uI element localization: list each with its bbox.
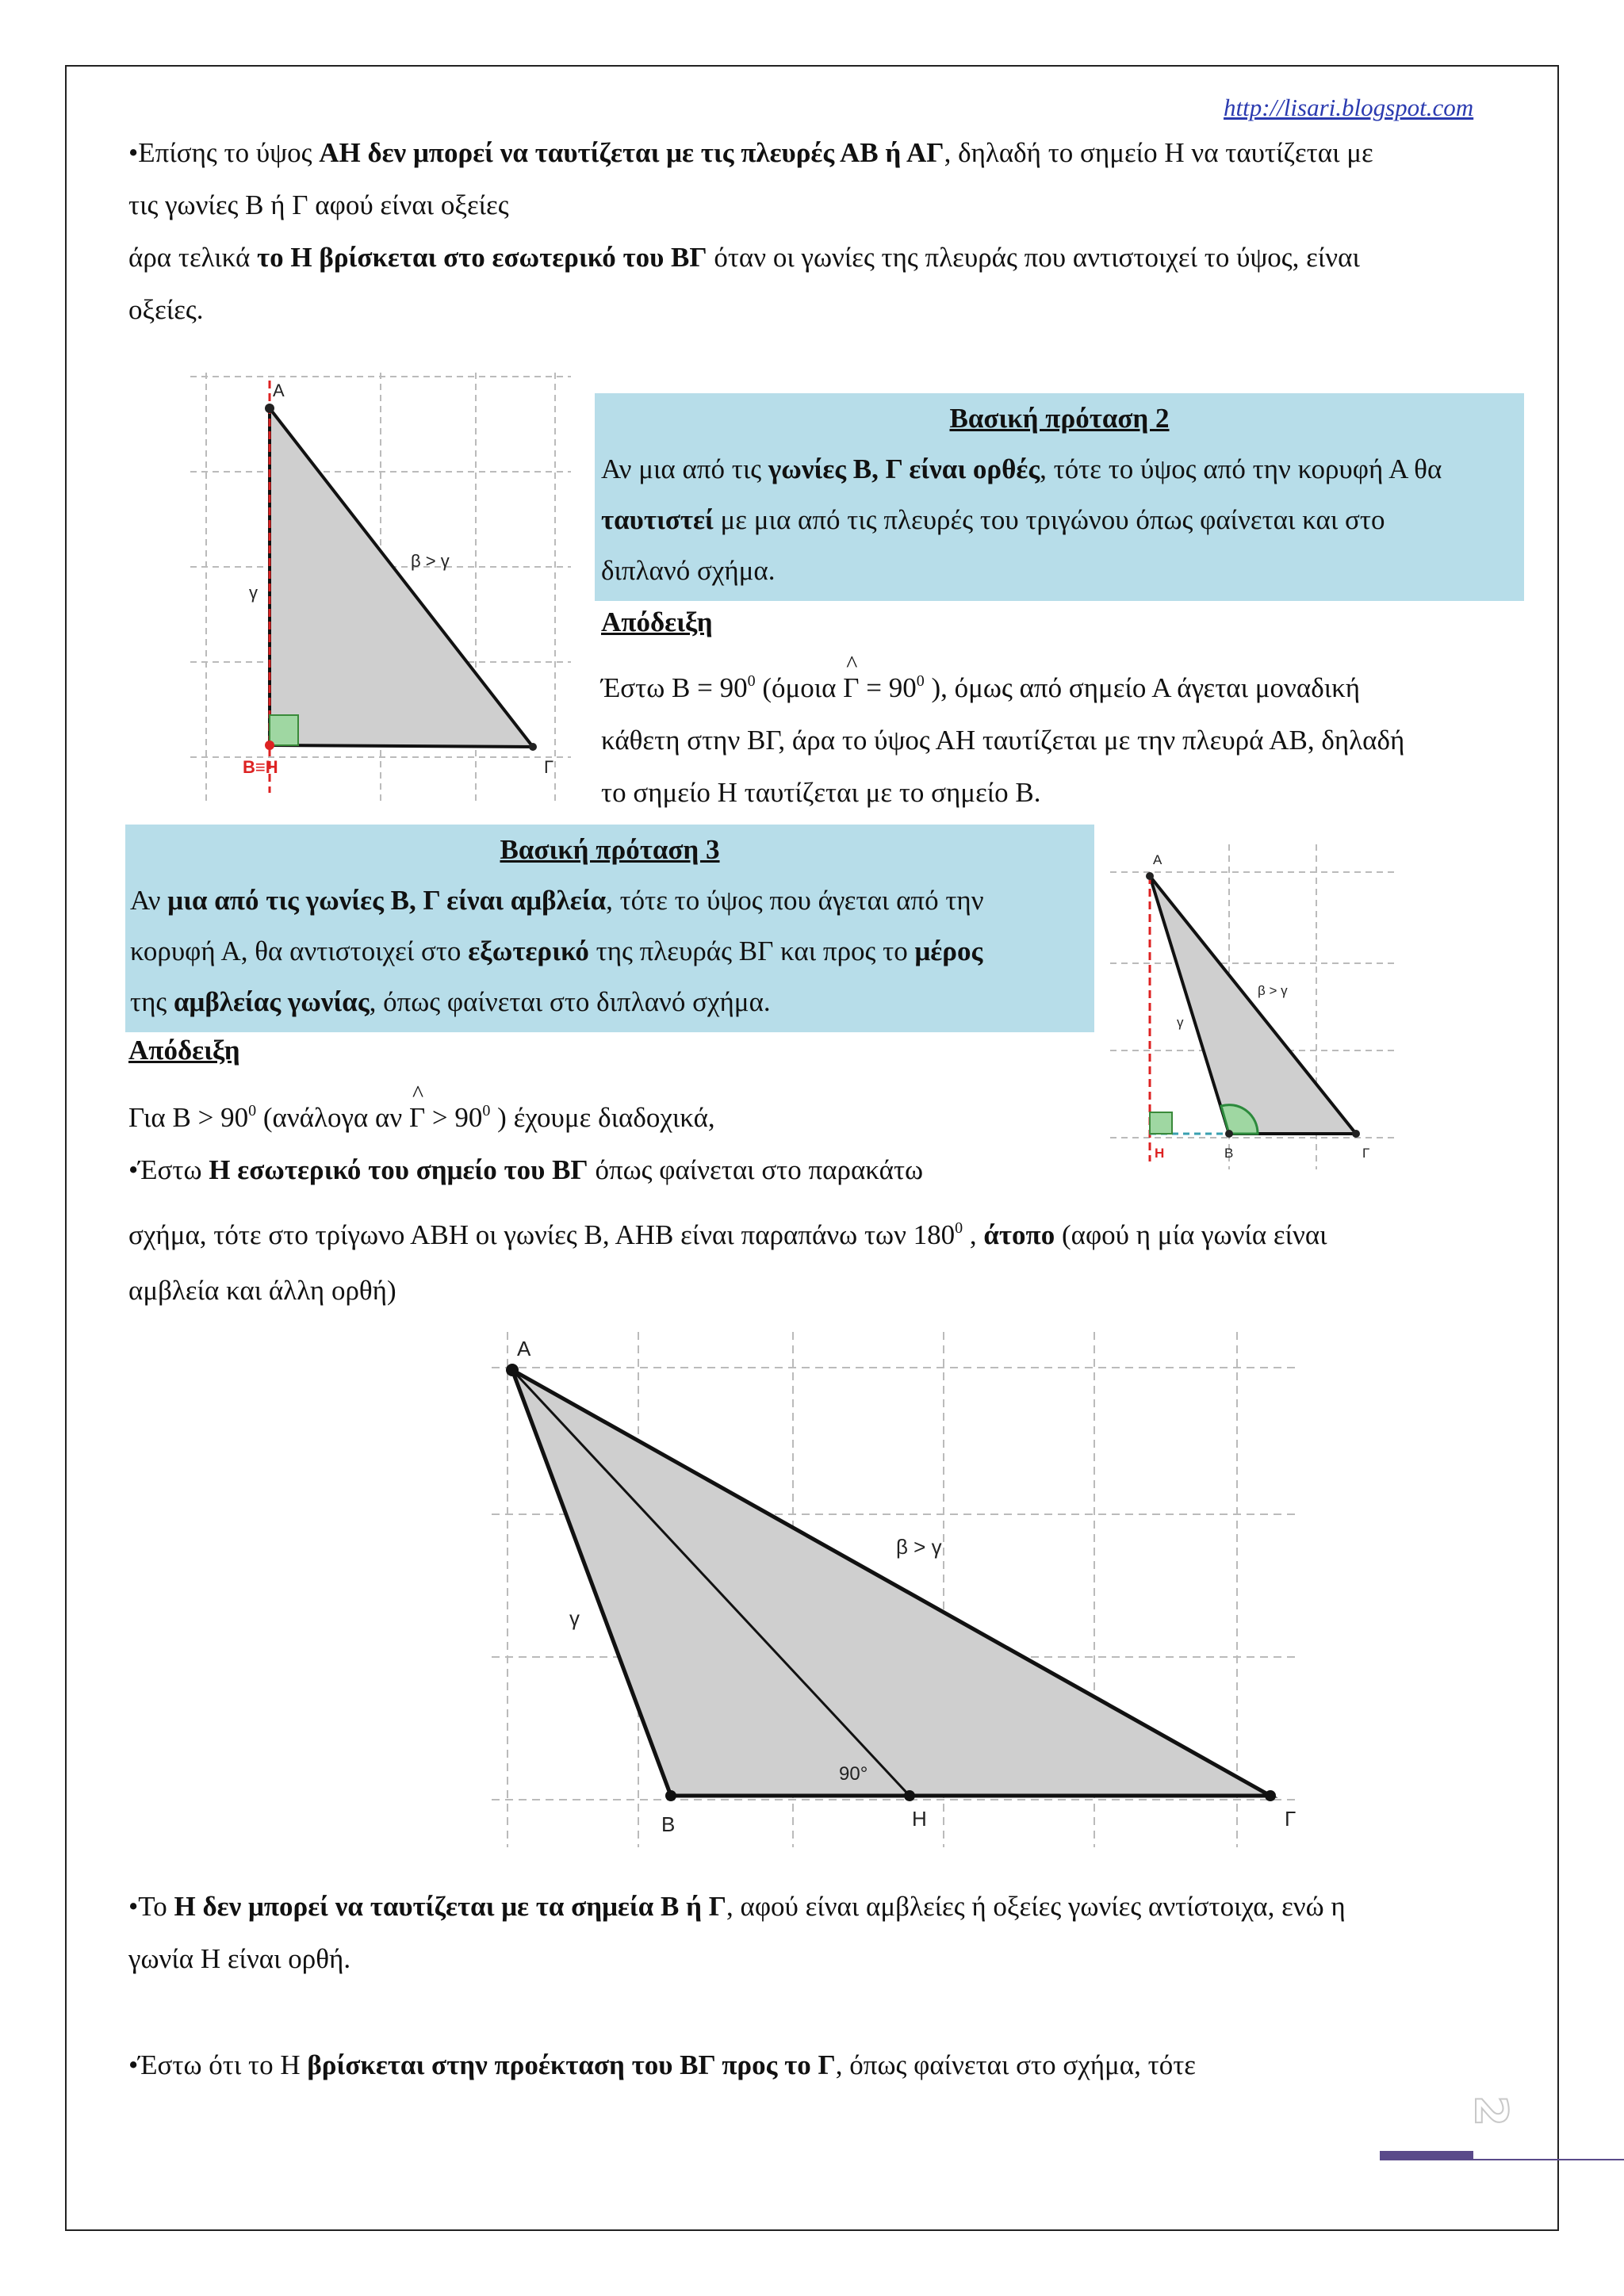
- proposition-2-box: Βασική πρόταση 2 Αν μια από τις γωνίες Β, Γ είναι ορθές, τότε το ύψος από την κορυφή Α θα ταυτιστεί με μια από τις πλευρές του τριγώνου όπως φαίνεται και στο διπλανό σχήμα.: [595, 393, 1524, 601]
- fig2-label-A: A: [1153, 852, 1162, 867]
- fig1-label-BH: Β≡Η: [243, 757, 278, 777]
- footer-rule: [1473, 2159, 1624, 2160]
- footer-bar: [1380, 2151, 1473, 2160]
- fig3-label-B: B: [661, 1812, 676, 1836]
- fig2-label-bg: β > γ: [1258, 983, 1288, 998]
- proposition-3-proof: Απόδειξη Για $B > 90^0$ (ανάλογα αν ^ $\Gamma > 90^0$ ) έχουμε διαδοχικά, •Έστω Η εσωτερικό του σημείο του ΒΓ όπως φαίνεται στο παρακάτω: [128, 1024, 1096, 1196]
- blog-link[interactable]: http://lisari.blogspot.com: [1224, 94, 1474, 121]
- proposition-3-title: Βασική πρόταση 3: [500, 834, 720, 865]
- proposition-3-box: Βασική πρόταση 3 Αν μια από τις γωνίες Β, Γ είναι αμβλεία, τότε το ύψος που άγεται από την κορυφή Α, θα αντιστοιχεί στο εξωτερικό της πλευράς ΒΓ και προς το μέρος της αμβλείας γωνίας, όπως φαίνεται στο διπλανό σχήμα.: [125, 825, 1094, 1032]
- proposition-2-proof: Απόδειξη Έστω $B = 90^0$ (όμοια ^ $\Gamma = 90^0$ ), όμως από σημείο Α άγεται μοναδική κάθετη στην ΒΓ, άρα το ύψος ΑΗ ταυτίζεται με την πλευρά ΑΒ, δηλαδή το σημείο Η ταυτίζεται με το σημείο Β.: [601, 596, 1521, 819]
- fig3-label-H: Η: [912, 1807, 927, 1831]
- fig2-label-B: Β: [1224, 1146, 1234, 1161]
- fig2-label-H: Η: [1155, 1146, 1165, 1161]
- page-number: 2: [1464, 2095, 1516, 2126]
- fig1-label-bg: β > γ: [411, 551, 450, 571]
- paragraph-extension: •Έστω ότι το Η βρίσκεται στην προέκταση του ΒΓ προς το Γ, όπως φαίνεται στο σχήμα, τότε: [128, 2049, 1196, 2080]
- fig3-label-G: Γ: [1285, 1807, 1297, 1831]
- fig3-label-gamma: γ: [569, 1606, 580, 1630]
- proposition-2-title: Βασική πρόταση 2: [949, 403, 1170, 434]
- paragraph-not-endpoints: •Το Η δεν μπορεί να ταυτίζεται με τα σημεία Β ή Γ, αφού είναι αμβλείες ή οξείες γωνίες αντίστοιχα, ενώ η γωνία Η είναι ορθή.: [128, 1891, 1346, 1974]
- fig2-label-G: Γ: [1362, 1146, 1370, 1161]
- fig1-label-A: A: [273, 381, 285, 400]
- case-1-continuation: σχήμα, τότε στο τρίγωνο ΑΒΗ οι γωνίες Β, ΑΗΒ είναι παραπάνω των $180^0$ , άτοπο (αφού η μία γωνία είναι αμβλεία και άλλη ορθή): [128, 1219, 1327, 1306]
- fig3-label-bg: β > γ: [896, 1535, 942, 1559]
- figure-right-angle-triangle: [190, 373, 571, 801]
- figure-obtuse-large: [476, 1316, 1316, 1855]
- fig3-label-angle: 90°: [839, 1763, 868, 1785]
- fig3-label-A: A: [517, 1337, 531, 1360]
- intro-paragraph: •Επίσης το ύψος ΑΗ δεν μπορεί να ταυτίζεται με τις πλευρές ΑΒ ή ΑΓ, δηλαδή το σημείο Η να ταυτίζεται με τις γωνίες Β ή Γ αφού είναι οξείες άρα τελικά το Η βρίσκεται στο εσωτερικό του ΒΓ όταν οι γωνίες της πλευράς που αντιστοιχεί το ύψος, είναι οξείες.: [128, 137, 1373, 325]
- fig2-label-gamma: γ: [1177, 1015, 1184, 1030]
- fig1-label-G: Γ: [544, 757, 554, 777]
- figure-obtuse-small: [1110, 844, 1396, 1169]
- fig1-label-gamma: γ: [249, 583, 258, 603]
